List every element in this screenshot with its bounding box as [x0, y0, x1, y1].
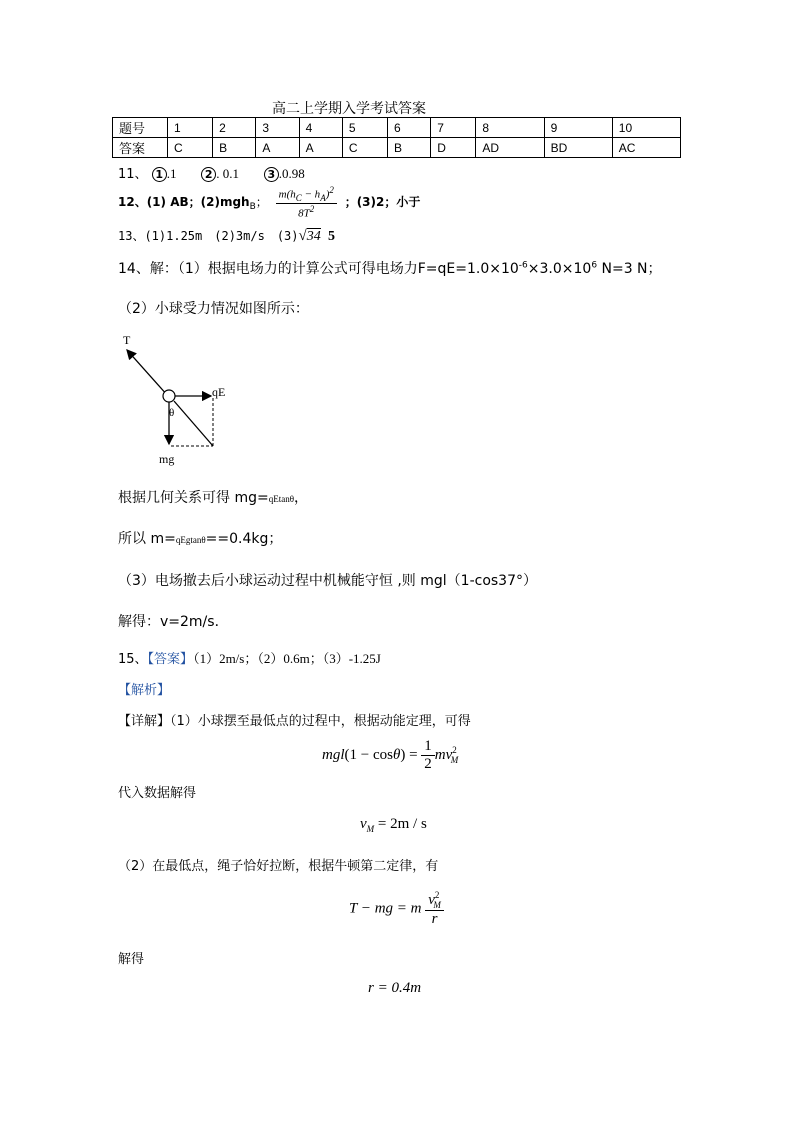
fraction: $\frac{v^2_M}{r}$ [425, 890, 444, 928]
eq-term: T − mg = m [349, 900, 422, 917]
text: 所以 m= [118, 531, 176, 547]
table-cell: 8 [476, 118, 544, 138]
table-cell: 10 [612, 118, 680, 138]
answer-text: （1）2m/s；（2）0.6m；（3）-1.25J [193, 651, 381, 666]
eq-term: ) = [400, 746, 418, 763]
table-cell: AD [476, 138, 544, 158]
table-answer-label: 答案 [113, 138, 168, 158]
force-diagram [115, 330, 235, 470]
answer-14-line5: （3）电场撤去后小球运动过程中机械能守恒 ,则 mgl（1-cos37°） [118, 573, 538, 589]
table-cell: 2 [213, 118, 256, 138]
small-text: qEtanθ [268, 494, 295, 504]
ball [163, 390, 175, 402]
superscript: -6 [518, 260, 528, 271]
subscript: M [366, 824, 375, 834]
answer-12 [118, 185, 420, 220]
text: 14、解：（1）根据电场力的计算公式可得电场力F=qE=1.0×10 [118, 261, 519, 277]
table-row [113, 138, 681, 158]
table-cell: 5 [342, 118, 387, 138]
tension-arrow [127, 350, 168, 396]
label-T: T [123, 333, 131, 347]
text: N=3 N； [597, 261, 662, 277]
text: ==0.4kg； [205, 531, 283, 547]
table-cell: C [342, 138, 387, 158]
answer-13 [118, 227, 335, 245]
answer-14-line2: （2）小球受力情况如图所示： [118, 301, 309, 317]
question-number: 11、 [118, 167, 148, 182]
resultant-line [174, 401, 213, 446]
small-text: qEgtanθ [175, 535, 206, 545]
text: （1）小球摆至最低点的过程中，根据动能定理，可得 [170, 714, 471, 729]
table-cell: B [388, 138, 431, 158]
paragraph: 代入数据解得 [118, 786, 197, 801]
eq-term: mv [434, 746, 453, 763]
label-qE: qE [212, 385, 226, 399]
superscript: 6 [591, 260, 598, 271]
circled-number: 3 [264, 167, 279, 182]
eq-term: θ [392, 746, 401, 763]
equation-4: r = 0.4m [368, 980, 422, 996]
eq-term: mgl [322, 746, 345, 763]
table-cell: AC [612, 138, 680, 158]
answer-14-line1 [118, 258, 662, 278]
analysis-tag: 【解析】 [118, 683, 171, 698]
answer-14-line4 [118, 528, 282, 548]
equation-1 [322, 738, 458, 773]
page-title: 高二上学期入学考试答案 [272, 101, 426, 117]
table-cell: D [431, 138, 476, 158]
table-cell: 9 [544, 118, 612, 138]
text: 根据几何关系可得 mg= [118, 490, 269, 506]
table-cell: B [213, 138, 256, 158]
table-cell: A [299, 138, 342, 158]
fraction-numerator: $m(h_C - h_A)^2$ [276, 185, 337, 204]
table-cell: BD [544, 138, 612, 158]
answer-11 [118, 163, 305, 182]
subscript: M [450, 754, 459, 765]
detail-tag: 【详解】 [118, 714, 171, 729]
paragraph: （2）在最低点，绳子恰好拉断，根据牛顿第二定律，有 [118, 859, 439, 874]
answer-text: 13、(1)1.25m (2)3m/s (3) [118, 229, 299, 243]
sqrt-value: 34 [306, 229, 321, 244]
fraction [276, 185, 337, 220]
equation-3 [349, 890, 444, 928]
paragraph: 解得 [118, 952, 145, 967]
circled-number: 2 [201, 167, 216, 182]
table-cell: A [256, 138, 299, 158]
answer-tag: 【答案】 [147, 652, 194, 667]
eq-term: = 2m / s [374, 816, 427, 832]
answer-value: .1 [166, 166, 177, 181]
answer-15 [118, 648, 381, 667]
question-number: 15、 [118, 652, 148, 667]
answer-value: . 0.1 [216, 166, 239, 181]
table-header-label: 题号 [113, 118, 168, 138]
detail-paragraph [118, 710, 471, 729]
circled-number: 1 [152, 167, 167, 182]
eq-term: v [360, 816, 367, 832]
table-row [113, 118, 681, 138]
answer-14-line3 [118, 487, 308, 507]
table-cell: C [168, 138, 213, 158]
answer-text: 12、(1) AB；(2)mgh [118, 194, 250, 209]
answer-table [112, 117, 681, 158]
table-cell: 1 [168, 118, 213, 138]
superscript: 2 [452, 744, 457, 755]
text: ×3.0×10 [527, 261, 592, 277]
label-mg: mg [159, 452, 175, 466]
answer-14-line6: 解得：v=2m/s． [118, 614, 229, 630]
eq-term: (1 − cos [344, 746, 393, 763]
answer-value: .0.98 [278, 166, 305, 181]
answer-text: ；(3)2；小于 [344, 194, 421, 209]
subscript: B [249, 202, 256, 213]
fraction: $\frac{1}{2}$ [421, 738, 435, 773]
table-cell: 3 [256, 118, 299, 138]
answer-value: 5 [327, 229, 335, 244]
table-cell: 6 [388, 118, 431, 138]
fraction-denominator: $8T^2$ [298, 203, 315, 220]
text: ， [294, 490, 309, 506]
separator: ； [255, 194, 268, 209]
label-theta: θ [169, 407, 175, 419]
sqrt-icon: √ [298, 228, 307, 244]
equation-2 [360, 816, 427, 834]
table-cell: 7 [431, 118, 476, 138]
table-cell: 4 [299, 118, 342, 138]
